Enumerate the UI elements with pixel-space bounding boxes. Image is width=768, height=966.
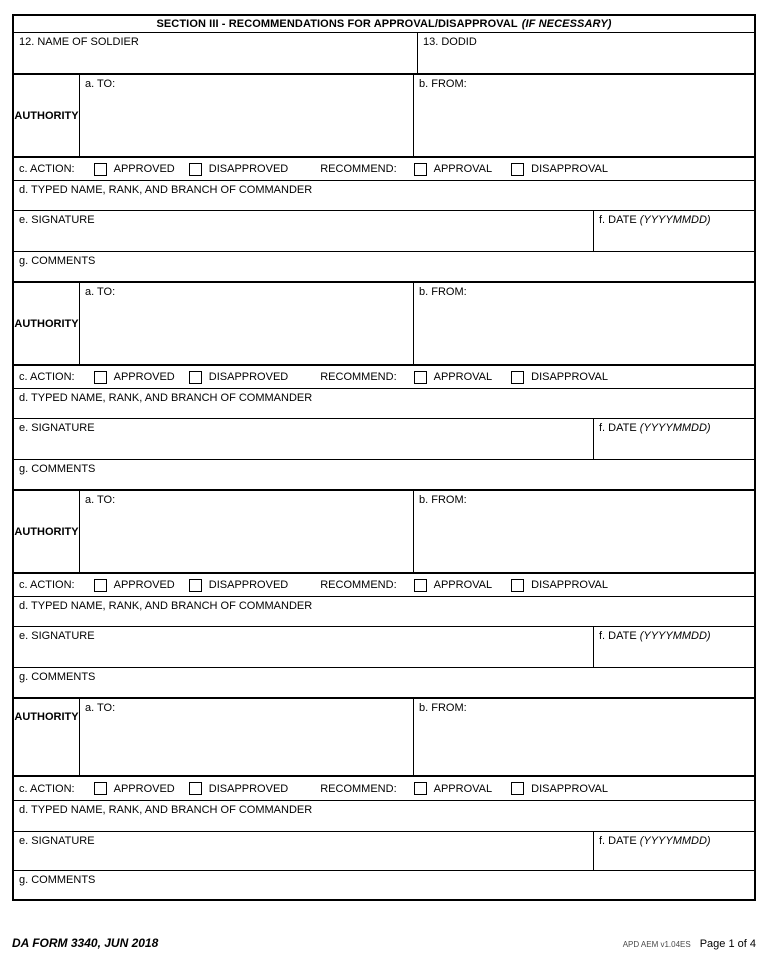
- from-label: b. FROM:: [419, 286, 467, 298]
- recommend-disapproval-checkbox[interactable]: [511, 163, 524, 176]
- typed-name-field[interactable]: [14, 181, 754, 211]
- authority-label-cell: [14, 491, 80, 572]
- disapproved-checkbox[interactable]: [189, 163, 202, 176]
- dodid-label: 13. DODID: [423, 36, 477, 48]
- to-label: a. TO:: [85, 494, 116, 506]
- recommend-label: RECOMMEND:: [320, 163, 397, 175]
- action-row: [14, 777, 754, 801]
- recommend-approval-checkbox[interactable]: [414, 579, 427, 592]
- action-row: [14, 366, 754, 389]
- name-of-soldier-field[interactable]: [14, 33, 418, 73]
- signature-label: e. SIGNATURE: [19, 214, 95, 226]
- to-label: a. TO:: [85, 286, 116, 298]
- disapproved-checkbox[interactable]: [189, 579, 202, 592]
- authority-to-from-row: [14, 491, 754, 574]
- recommend-approval-checkbox[interactable]: [414, 371, 427, 384]
- typed-name-label: d. TYPED NAME, RANK, AND BRANCH OF COMMANDER: [19, 804, 313, 816]
- comments-field[interactable]: [14, 460, 754, 491]
- authority-to-from-row: [14, 283, 754, 366]
- from-field[interactable]: [414, 283, 754, 364]
- recommend-disapproval-checkbox[interactable]: [511, 371, 524, 384]
- disapproved-checkbox[interactable]: [189, 782, 202, 795]
- to-label: a. TO:: [85, 78, 116, 90]
- recommend-approval-checkbox[interactable]: [414, 163, 427, 176]
- disapproved-checkbox[interactable]: [189, 371, 202, 384]
- approved-label: APPROVED: [113, 371, 175, 383]
- action-label: c. ACTION:: [19, 371, 75, 383]
- date-label: f. DATE: [599, 835, 637, 847]
- comments-label: g. COMMENTS: [19, 874, 96, 886]
- typed-name-label: d. TYPED NAME, RANK, AND BRANCH OF COMMANDER: [19, 184, 313, 196]
- to-field[interactable]: [80, 699, 414, 775]
- comments-field[interactable]: [14, 252, 754, 283]
- from-field[interactable]: [414, 75, 754, 156]
- form-id: DA FORM 3340, JUN 2018: [12, 936, 159, 950]
- approval-label: APPROVAL: [433, 782, 493, 795]
- action-row: [14, 158, 754, 181]
- dodid-field[interactable]: [418, 33, 754, 73]
- action-label: c. ACTION:: [19, 782, 75, 795]
- disapproved-label: DISAPPROVED: [208, 163, 289, 175]
- date-label: f. DATE: [599, 630, 637, 642]
- from-label: b. FROM:: [419, 78, 467, 90]
- approved-checkbox[interactable]: [94, 782, 107, 795]
- from-field[interactable]: [414, 491, 754, 572]
- comments-field[interactable]: [14, 668, 754, 699]
- authority-block: [14, 699, 754, 899]
- signature-label: e. SIGNATURE: [19, 835, 95, 847]
- signature-field[interactable]: [14, 419, 594, 459]
- disapproved-label: DISAPPROVED: [208, 782, 289, 795]
- date-label-wrap: [594, 627, 754, 642]
- date-field[interactable]: [594, 211, 754, 251]
- apd-version-label: APD AEM v1.04ES: [622, 940, 691, 949]
- signature-date-row: [14, 211, 754, 252]
- soldier-identity-row: [14, 33, 754, 75]
- from-field[interactable]: [414, 699, 754, 775]
- approved-checkbox[interactable]: [94, 579, 107, 592]
- action-label: c. ACTION:: [19, 579, 75, 591]
- to-field[interactable]: [80, 491, 414, 572]
- disapproved-label: DISAPPROVED: [208, 579, 289, 591]
- signature-label: e. SIGNATURE: [19, 630, 95, 642]
- from-label: b. FROM:: [419, 494, 467, 506]
- authority-label-cell: [14, 283, 80, 364]
- approval-label: APPROVAL: [433, 371, 493, 383]
- recommend-label: RECOMMEND:: [320, 782, 397, 795]
- to-field[interactable]: [80, 75, 414, 156]
- signature-field[interactable]: [14, 211, 594, 251]
- authority-label: AUTHORITY: [14, 109, 79, 122]
- action-row: [14, 574, 754, 597]
- approved-checkbox[interactable]: [94, 371, 107, 384]
- typed-name-label: d. TYPED NAME, RANK, AND BRANCH OF COMMANDER: [19, 600, 313, 612]
- typed-name-field[interactable]: [14, 597, 754, 627]
- action-label: c. ACTION:: [19, 163, 75, 175]
- authority-block: [14, 283, 754, 491]
- comments-label: g. COMMENTS: [19, 463, 96, 475]
- disapproval-label: DISAPPROVAL: [531, 163, 608, 175]
- typed-name-field[interactable]: [14, 801, 754, 832]
- date-label: f. DATE: [599, 214, 637, 226]
- to-label: a. TO:: [85, 702, 116, 714]
- form-footer: [12, 936, 756, 950]
- signature-field[interactable]: [14, 832, 594, 870]
- date-field[interactable]: [594, 832, 754, 870]
- recommend-approval-checkbox[interactable]: [414, 782, 427, 795]
- authority-to-from-row: [14, 75, 754, 158]
- disapproval-label: DISAPPROVAL: [531, 371, 608, 383]
- authority-label-cell: [14, 75, 80, 156]
- recommend-label: RECOMMEND:: [320, 579, 397, 591]
- recommend-disapproval-checkbox[interactable]: [511, 579, 524, 592]
- authority-block: [14, 75, 754, 283]
- approved-checkbox[interactable]: [94, 163, 107, 176]
- recommend-disapproval-checkbox[interactable]: [511, 782, 524, 795]
- typed-name-field[interactable]: [14, 389, 754, 419]
- comments-field[interactable]: [14, 871, 754, 899]
- authority-block: [14, 491, 754, 699]
- section-header: [14, 16, 754, 33]
- date-field[interactable]: [594, 627, 754, 667]
- date-label-wrap: [594, 211, 754, 226]
- name-of-soldier-label: 12. NAME OF SOLDIER: [19, 36, 139, 48]
- to-field[interactable]: [80, 283, 414, 364]
- page-number: Page 1 of 4: [699, 938, 756, 950]
- disapproval-label: DISAPPROVAL: [531, 579, 608, 591]
- signature-date-row: [14, 627, 754, 668]
- section-note: (IF NECESSARY): [521, 18, 612, 30]
- approved-label: APPROVED: [113, 579, 175, 591]
- date-format-note: (YYYYMMDD): [639, 422, 711, 434]
- typed-name-label: d. TYPED NAME, RANK, AND BRANCH OF COMMANDER: [19, 392, 313, 404]
- authority-to-from-row: [14, 699, 754, 777]
- signature-date-row: [14, 832, 754, 871]
- authority-label-cell: [14, 699, 80, 775]
- from-label: b. FROM:: [419, 702, 467, 714]
- signature-field[interactable]: [14, 627, 594, 667]
- date-format-note: (YYYYMMDD): [639, 214, 711, 226]
- recommend-label: RECOMMEND:: [320, 371, 397, 383]
- footer-right: [623, 938, 756, 950]
- authority-label: AUTHORITY: [14, 525, 79, 538]
- signature-date-row: [14, 419, 754, 460]
- approved-label: APPROVED: [113, 782, 175, 795]
- comments-label: g. COMMENTS: [19, 671, 96, 683]
- authority-blocks: [14, 75, 754, 899]
- disapproved-label: DISAPPROVED: [208, 371, 289, 383]
- date-label: f. DATE: [599, 422, 637, 434]
- authority-label: AUTHORITY: [14, 317, 79, 330]
- da-form-3340-section3: [12, 14, 756, 901]
- date-format-note: (YYYYMMDD): [639, 630, 711, 642]
- approval-label: APPROVAL: [433, 579, 493, 591]
- disapproval-label: DISAPPROVAL: [531, 782, 608, 795]
- approved-label: APPROVED: [113, 163, 175, 175]
- signature-label: e. SIGNATURE: [19, 422, 95, 434]
- date-label-wrap: [594, 832, 754, 847]
- authority-label: AUTHORITY: [14, 711, 79, 723]
- date-label-wrap: [594, 419, 754, 434]
- date-field[interactable]: [594, 419, 754, 459]
- section-title: SECTION III - RECOMMENDATIONS FOR APPROVAL/DISAPPROVAL: [156, 18, 518, 30]
- approval-label: APPROVAL: [433, 163, 493, 175]
- comments-label: g. COMMENTS: [19, 255, 96, 267]
- date-format-note: (YYYYMMDD): [639, 835, 711, 847]
